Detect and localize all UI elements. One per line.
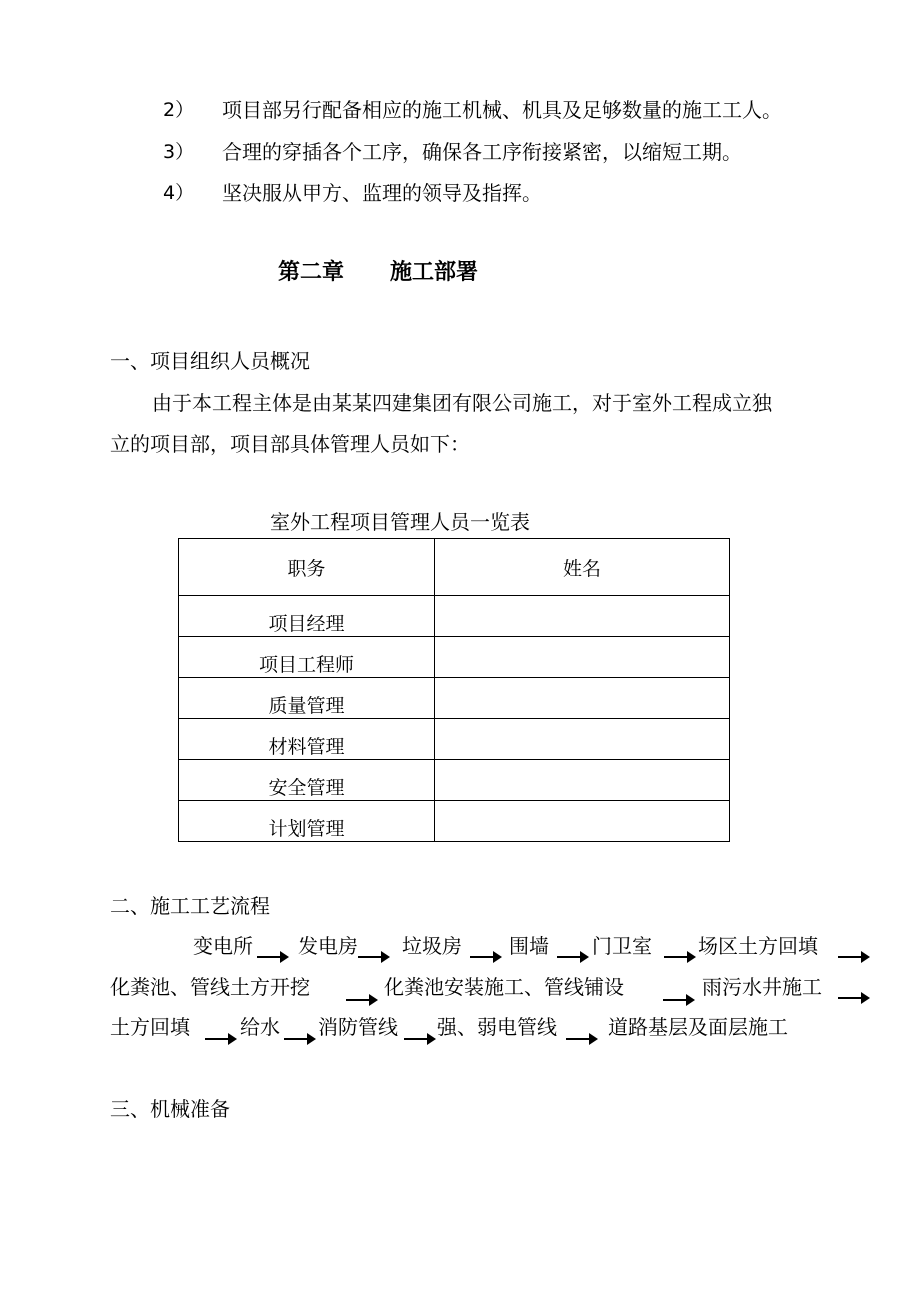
name-cell (435, 596, 730, 637)
arrow-right-icon (470, 956, 500, 958)
table-row (179, 801, 730, 842)
flow-step: 给水 (240, 1015, 280, 1039)
arrow-right-icon (404, 1038, 434, 1040)
name-cell (435, 760, 730, 801)
arrow-right-icon (346, 999, 376, 1001)
flow-step: 发电房 (298, 934, 358, 958)
arrow-right-icon (205, 1038, 235, 1040)
flow-step: 场区土方回填 (698, 934, 818, 958)
table-header-row (179, 539, 730, 596)
staff-table (178, 538, 730, 842)
chapter-title: 施工部署 (390, 260, 479, 285)
name-cell (435, 801, 730, 842)
arrow-right-icon (838, 997, 868, 999)
measure-4-text: 坚决服从甲方、监理的领导及指挥。 (222, 181, 542, 205)
header-name: 姓名 (435, 539, 730, 596)
arrow-right-icon (663, 999, 693, 1001)
role-cell: 材料管理 (179, 719, 435, 760)
arrow-right-icon (257, 956, 287, 958)
role-cell: 质量管理 (179, 678, 435, 719)
table-row (179, 678, 730, 719)
table-row (179, 719, 730, 760)
flow-step: 土方回填 (110, 1015, 190, 1039)
role-cell: 项目工程师 (179, 637, 435, 678)
arrow-right-icon (557, 956, 587, 958)
name-cell (435, 719, 730, 760)
flow-step: 消防管线 (318, 1015, 398, 1039)
table-row (179, 760, 730, 801)
name-cell (435, 637, 730, 678)
measure-3-text: 合理的穿插各个工序，确保各工序衔接紧密，以缩短工期。 (222, 140, 742, 164)
chapter-number: 第二章 (278, 260, 345, 285)
arrow-right-icon (664, 956, 694, 958)
measure-2-text: 项目部另行配备相应的施工机械、机具及足够数量的施工工人。 (222, 98, 782, 122)
section1-heading: 一、项目组织人员概况 (110, 349, 310, 373)
section3-heading: 三、机械准备 (110, 1097, 230, 1121)
measure-3-number: 3） (163, 141, 195, 163)
role-cell: 项目经理 (179, 596, 435, 637)
flow-step: 道路基层及面层施工 (608, 1015, 788, 1039)
section1-paragraph-line1: 由于本工程主体是由某某四建集团有限公司施工，对于室外工程成立独 (152, 391, 772, 415)
table-caption: 室外工程项目管理人员一览表 (270, 510, 530, 534)
flow-step: 围墙 (509, 934, 549, 958)
table-row (179, 637, 730, 678)
section2-heading: 二、施工工艺流程 (110, 894, 270, 918)
arrow-right-icon (566, 1038, 596, 1040)
flow-step: 化粪池安装施工、管线铺设 (384, 975, 624, 999)
table-row (179, 596, 730, 637)
flow-step: 门卫室 (592, 934, 652, 958)
header-role: 职务 (179, 539, 435, 596)
arrow-right-icon (284, 1038, 314, 1040)
flow-step: 雨污水井施工 (702, 975, 822, 999)
section1-paragraph-line2: 立的项目部，项目部具体管理人员如下： (110, 432, 470, 456)
role-cell: 安全管理 (179, 760, 435, 801)
flow-step: 强、弱电管线 (437, 1015, 557, 1039)
role-cell: 计划管理 (179, 801, 435, 842)
arrow-right-icon (838, 956, 868, 958)
measure-2-number: 2） (163, 99, 195, 121)
flow-step: 垃圾房 (402, 934, 462, 958)
flow-step: 变电所 (193, 934, 253, 958)
name-cell (435, 678, 730, 719)
flow-step: 化粪池、管线土方开挖 (110, 975, 310, 999)
measure-4-number: 4） (163, 182, 195, 204)
arrow-right-icon (358, 956, 388, 958)
